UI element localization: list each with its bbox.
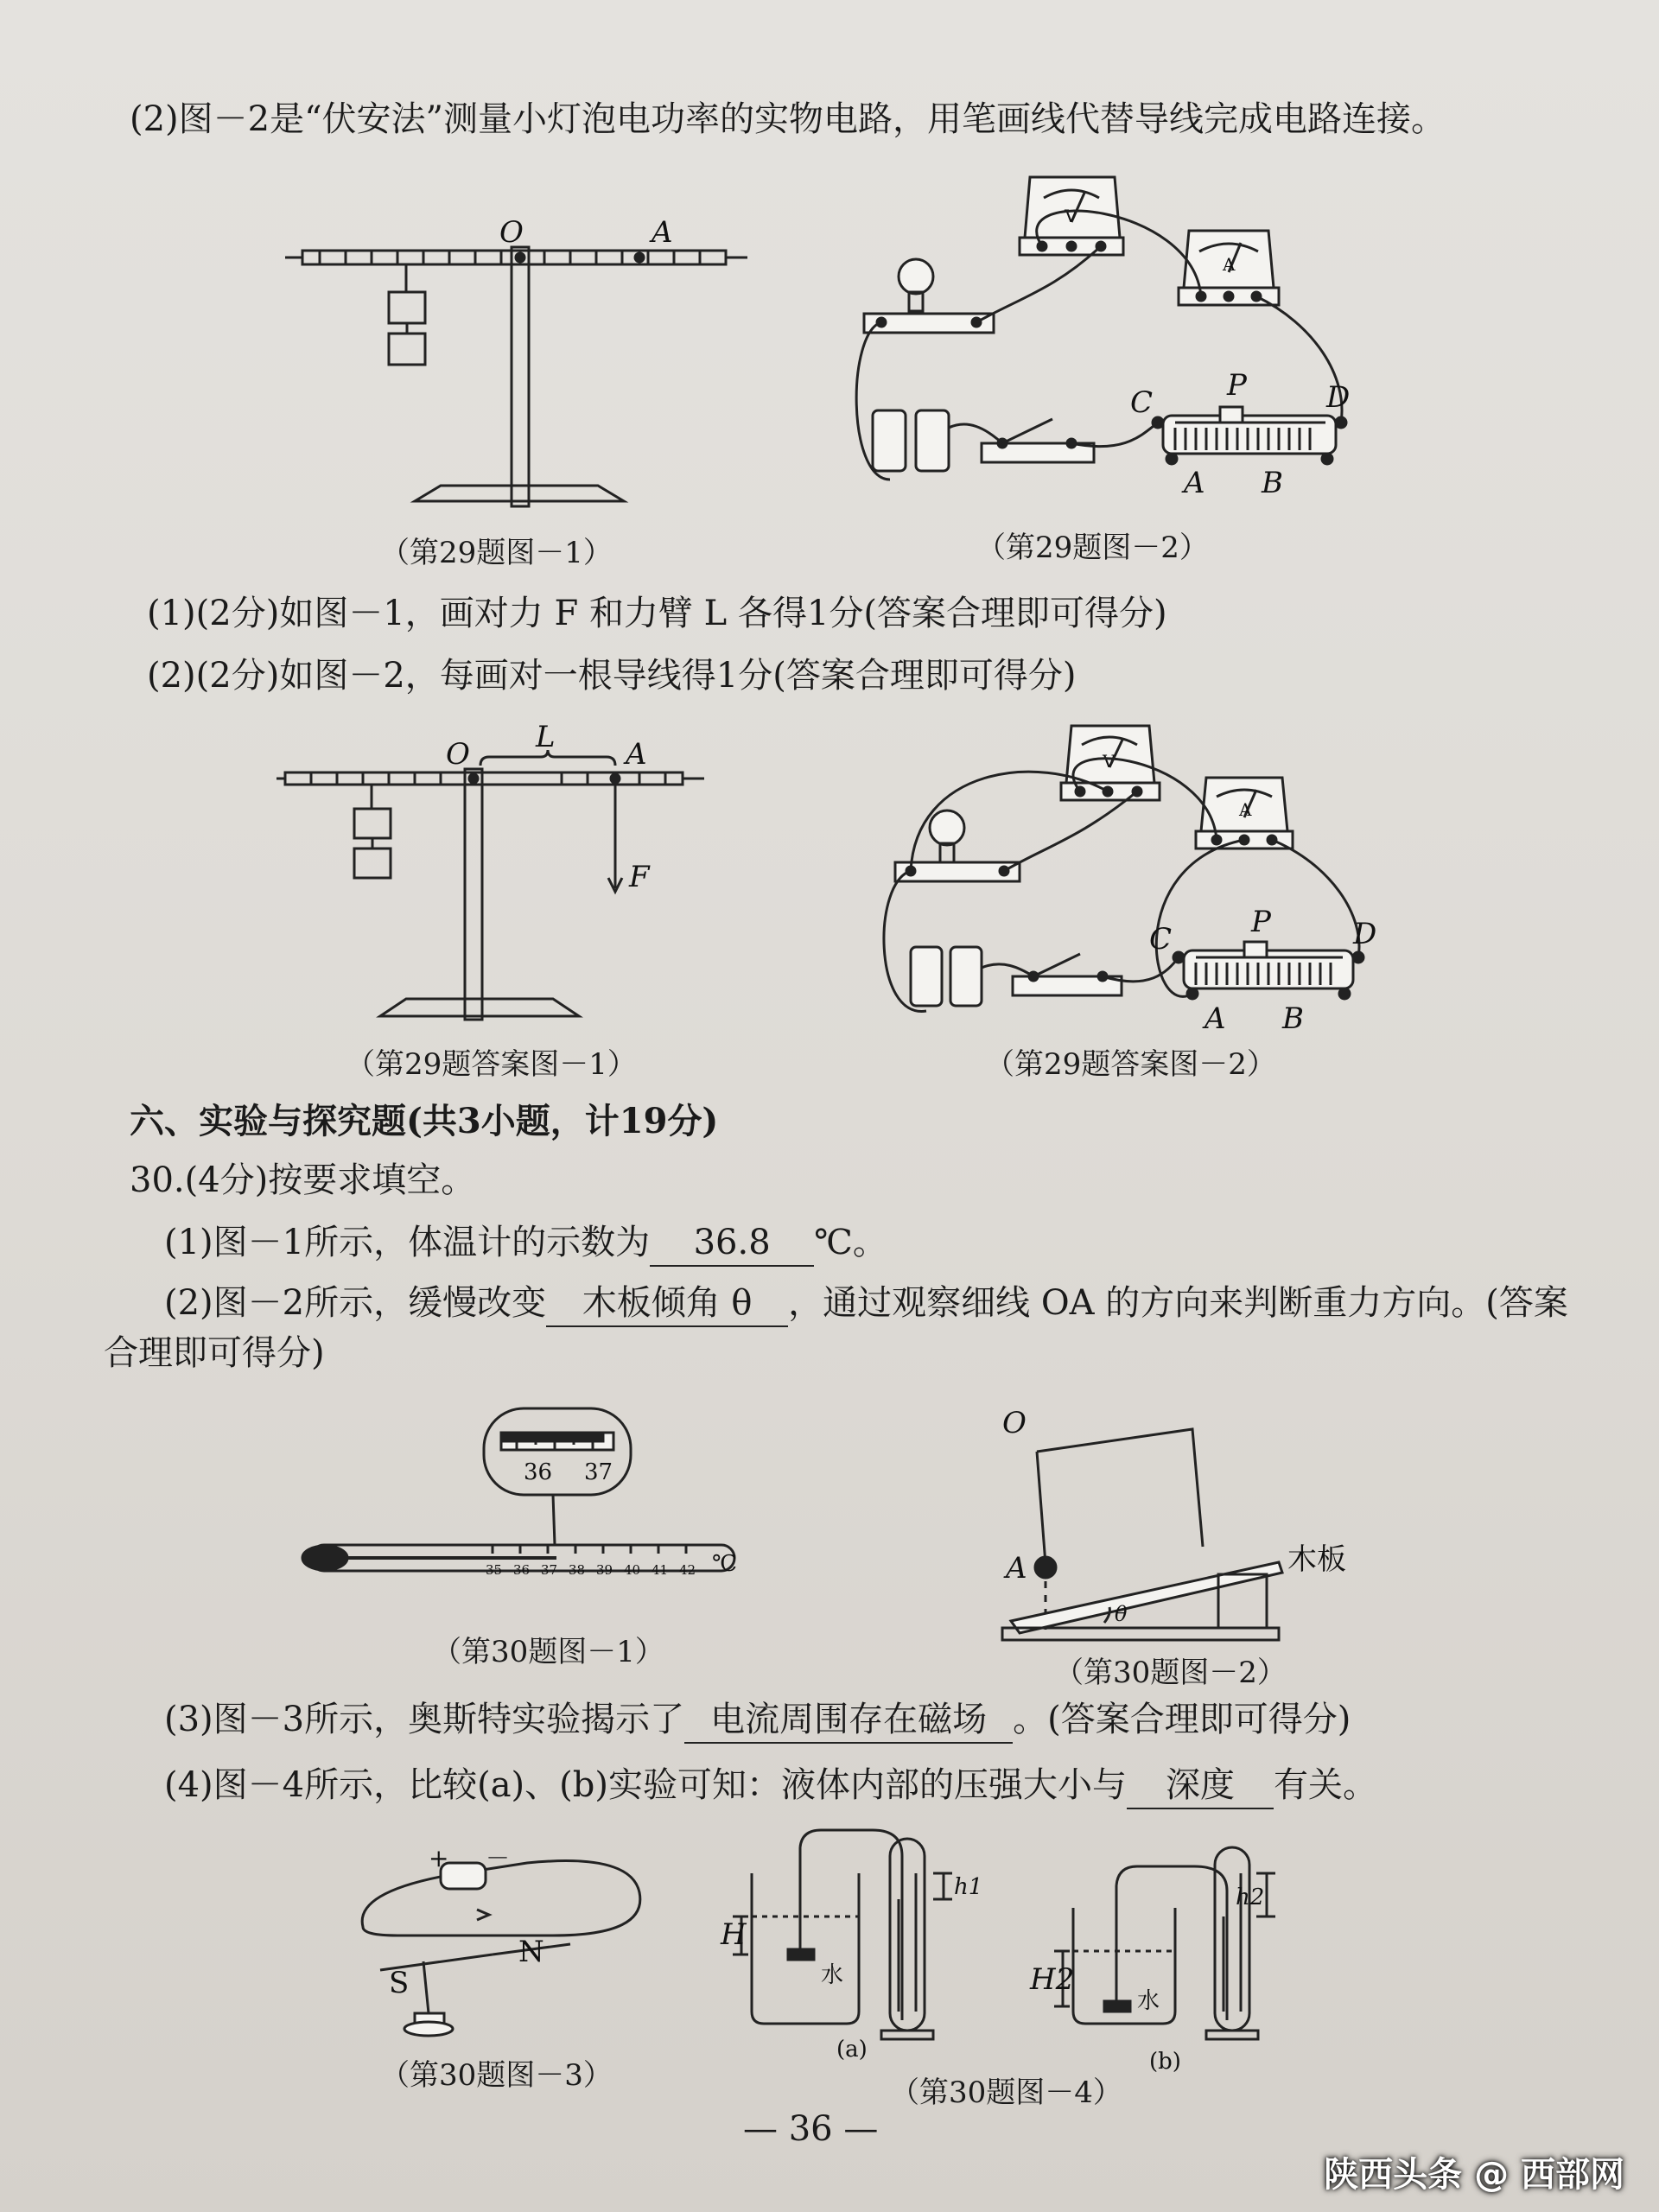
fig30-1-scale-42: 42 xyxy=(679,1562,696,1578)
q30-part4-answer: 深度 xyxy=(1127,1763,1274,1809)
fig29-2-label-a: A xyxy=(1184,466,1205,500)
q30-part2-rest: ，通过观察细线 OA 的方向来判断重力方向。(答案 xyxy=(788,1283,1568,1323)
fig30-3-label-plus: + xyxy=(429,1844,449,1872)
fig29-1-label-o: O xyxy=(499,215,524,250)
q30-part3-answer: 电流周围存在磁场 xyxy=(684,1697,1013,1744)
fig30-2-label-a: A xyxy=(1006,1551,1027,1586)
fig30-4-label-b: (b) xyxy=(1149,2049,1181,2075)
fig29-ans1-lever xyxy=(276,720,709,1046)
svg-text:V: V xyxy=(1103,751,1116,772)
fig30-2-label-board: 木板 xyxy=(1287,1542,1346,1577)
fig30-1-scale-38: 38 xyxy=(569,1562,586,1578)
fig29-ans2-caption: （第29题答案图－2） xyxy=(985,1047,1276,1082)
fig29-ans2-circuit xyxy=(864,717,1400,1046)
fig29-2-label-b: B xyxy=(1262,466,1283,500)
fig29-ans2-label-a: A xyxy=(1205,1001,1226,1036)
q30-part1 xyxy=(164,1220,887,1267)
q30-part3-text: (3)图－3所示，奥斯特实验揭示了 xyxy=(164,1700,685,1739)
fig29-ans1-label-l: L xyxy=(536,720,556,754)
q30-part3-rest: 。(答案合理即可得分) xyxy=(1013,1700,1351,1739)
q30-part1-unit: ℃。 xyxy=(814,1223,887,1262)
svg-text:A: A xyxy=(1239,799,1252,820)
q30-part4-text: (4)图－4所示，比较(a)、(b)实验可知：液体内部的压强大小与 xyxy=(164,1765,1127,1805)
fig29-ans2-label-p: P xyxy=(1251,905,1271,939)
fig30-1-thermometer xyxy=(294,1391,778,1616)
fig30-1-caption: （第30题图－1） xyxy=(432,1635,664,1669)
q30-part4-rest: 有关。 xyxy=(1273,1765,1377,1805)
fig30-1-scale-36: 36 xyxy=(513,1562,531,1578)
q30-part4 xyxy=(164,1763,1377,1809)
fig29-ans2-label-b: B xyxy=(1282,1001,1304,1036)
svg-text:V: V xyxy=(1065,206,1077,226)
fig30-4-label-a: (a) xyxy=(836,2037,868,2063)
fig30-3-label-minus: － xyxy=(486,1844,511,1872)
fig30-4-label-h: H xyxy=(721,1917,747,1952)
fig30-1-unit: ℃ xyxy=(712,1551,738,1577)
fig29-ans2-label-d: D xyxy=(1353,917,1377,951)
fig30-1-scale-41: 41 xyxy=(652,1562,669,1578)
svg-text:A: A xyxy=(1223,254,1236,275)
fig30-1-zoom-36: 36 xyxy=(524,1459,553,1485)
q30-part1-text: (1)图－1所示，体温计的示数为 xyxy=(164,1223,651,1262)
fig30-1-scale-39: 39 xyxy=(596,1562,613,1578)
fig29-2-caption: （第29题图－2） xyxy=(976,531,1209,565)
q30-part1-answer: 36.8 xyxy=(650,1220,814,1267)
fig29-2-label-d: D xyxy=(1326,380,1351,415)
fig30-2-caption: （第30题图－2） xyxy=(1054,1656,1287,1690)
answer29-line1: (1)(2分)如图－1，画对力 F 和力臂 L 各得1分(答案合理即可得分) xyxy=(147,594,1167,633)
fig30-4-pressure xyxy=(717,1821,1287,2075)
page-number: — 36 — xyxy=(743,2109,879,2149)
q30-part2-answer: 木板倾角 θ xyxy=(546,1281,788,1327)
fig29-2-label-p: P xyxy=(1227,368,1247,403)
fig30-1-zoom-37: 37 xyxy=(584,1459,613,1485)
fig29-ans2-label-c: C xyxy=(1149,922,1173,957)
fig30-3-caption: （第30题图－3） xyxy=(380,2058,613,2093)
fig30-4-label-h2: H2 xyxy=(1030,1962,1075,1997)
fig30-1-scale-35: 35 xyxy=(486,1562,503,1578)
fig30-2-label-theta: θ xyxy=(1115,1602,1128,1626)
fig29-2-label-c: C xyxy=(1130,385,1154,420)
fig30-2-incline xyxy=(1002,1406,1417,1642)
q30-part3 xyxy=(164,1697,1351,1744)
q30-part2-text: (2)图－2所示，缓慢改变 xyxy=(164,1283,547,1323)
fig30-1-scale-40: 40 xyxy=(624,1562,641,1578)
fig29-1-caption: （第29题图－1） xyxy=(380,536,613,570)
fig30-1-scale-37: 37 xyxy=(541,1562,558,1578)
q30-part2-line2: 合理即可得分) xyxy=(104,1333,325,1373)
watermark-text: 陕西头条 @ 西部网 xyxy=(1324,2155,1624,2195)
fig29-1-lever xyxy=(285,216,752,527)
fig29-ans1-label-o: O xyxy=(446,737,470,772)
fig29-ans1-label-a: A xyxy=(626,737,647,772)
fig30-3-label-s: S xyxy=(389,1966,410,2000)
section6-title: 六、实验与探究题(共3小题，计19分) xyxy=(130,1101,719,1141)
q30-part2 xyxy=(164,1281,1568,1327)
fig29-ans1-label-f: F xyxy=(629,860,650,894)
fig30-3-oersted xyxy=(346,1840,674,2039)
intro-line: (2)图－2是“伏安法”测量小灯泡电功率的实物电路，用笔画线代替导线完成电路连接。 xyxy=(130,99,1446,139)
q30-intro: 30.(4分)按要求填空。 xyxy=(130,1160,476,1200)
fig30-4-water-b: 水 xyxy=(1137,1988,1160,2014)
fig30-2-label-o: O xyxy=(1002,1406,1027,1440)
fig30-3-label-n: N xyxy=(518,1935,544,1969)
fig29-ans1-caption: （第29题答案图－1） xyxy=(346,1047,637,1082)
fig29-1-label-a: A xyxy=(652,215,673,250)
fig29-2-circuit xyxy=(830,168,1382,505)
fig30-4-label-h1: h1 xyxy=(954,1874,983,1900)
fig30-4-label-h2-small: h2 xyxy=(1236,1885,1265,1910)
answer29-line2: (2)(2分)如图－2，每画对一根导线得1分(答案合理即可得分) xyxy=(147,656,1077,696)
fig30-4-water-a: 水 xyxy=(821,1962,844,1988)
fig30-4-caption: （第30题图－4） xyxy=(890,2075,1122,2110)
